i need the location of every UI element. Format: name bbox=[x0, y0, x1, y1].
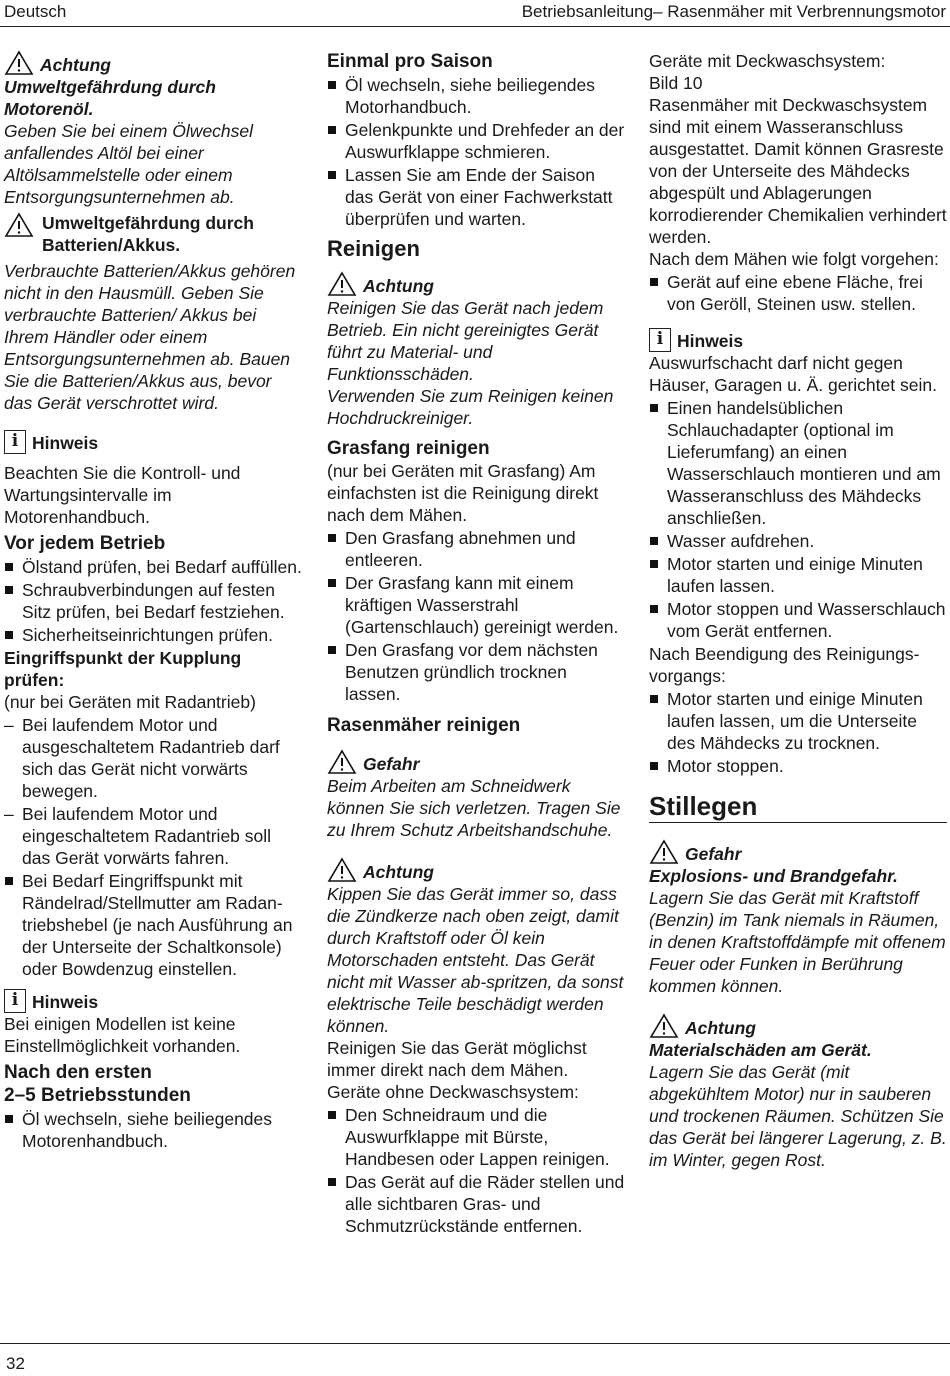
list-item: Motor stoppen und Wasserschlauch vom Gerät entfernen. bbox=[649, 598, 947, 642]
list-item: Wasser aufdrehen. bbox=[649, 530, 947, 552]
page-footer bbox=[0, 1343, 950, 1373]
list-item: Gerät auf eine ebene Fläche, frei von Geröll, Steinen usw. stellen. bbox=[649, 271, 947, 315]
header-language: Deutsch bbox=[4, 2, 67, 21]
mit-deck-text-3: Nach Beendigung des Reinigungs-vorgangs: bbox=[649, 644, 920, 686]
hinweis-3-text: Auswurfschacht darf nicht gegen Häuser, Garagen u. Ä. gerichtet sein. bbox=[649, 353, 937, 395]
reinigen-achtung-label: Achtung bbox=[327, 271, 627, 297]
warning-triangle-icon bbox=[649, 839, 679, 865]
list-item: Motor starten und einige Minuten laufen lassen. bbox=[649, 553, 947, 597]
ohne-deck-heading: Geräte ohne Deckwaschsystem: bbox=[327, 1082, 579, 1102]
figure-ref: Bild 10 bbox=[649, 73, 703, 93]
stillegen-heading: Stillegen bbox=[649, 790, 947, 823]
column-2 bbox=[327, 50, 627, 1238]
page-number: 32 bbox=[6, 1354, 25, 1373]
list-item: Öl wechseln, siehe beiliegendes Motorhandbuch. bbox=[327, 74, 627, 118]
info-icon: i bbox=[649, 328, 671, 352]
info-icon: i bbox=[4, 430, 26, 454]
kupplung-list bbox=[4, 870, 304, 980]
kupplung-heading: Eingriffspunkt der Kupplung prüfen: bbox=[4, 648, 242, 690]
hinweis-2-text: Bei einigen Modellen ist keine Einstellmöglichkeit vorhanden. bbox=[4, 1014, 241, 1056]
list-item: Motor stoppen. bbox=[649, 755, 947, 777]
list-item: Den Grasfang abnehmen und entleeren. bbox=[327, 527, 627, 571]
battery-warning-text: Verbrauchte Batterien/Akkus gehören nicht in den Hausmüll. Geben Sie verbrauchte Batterien/ Akkus bei Ihrem Händler oder einem Entsorgungsunternehmen ab. Bauen Sie die Batterien/Akkus aus, bevor das Gerät verschrottet wird. bbox=[4, 261, 296, 413]
battery-warning bbox=[4, 212, 304, 256]
warning-triangle-icon bbox=[327, 271, 357, 297]
list-item: Einen handelsüblichen Schlauchadapter (optional im Lieferumfang) an einen Wasserschlauch montieren und am Wasseranschluss des Mähdecks anschließen. bbox=[649, 397, 947, 529]
header-title: Betriebsanleitung– Rasenmäher mit Verbrennungsmotor bbox=[521, 2, 946, 21]
stillegen-achtung-label: Achtung bbox=[649, 1013, 947, 1039]
list-item: Lassen Sie am Ende der Saison das Gerät von einer Fachwerkstatt überprüfen und warten. bbox=[327, 164, 627, 230]
reinigen-achtung-text-2: Verwenden Sie zum Reinigen keinen Hochdruckreiniger. bbox=[327, 386, 614, 428]
nach-ersten-heading-2: 2–5 Betriebsstunden bbox=[4, 1085, 191, 1106]
warning-triangle-icon bbox=[4, 212, 34, 238]
mit-deck-list-2 bbox=[649, 397, 947, 642]
achtung-oil-text: Geben Sie bei einem Ölwechsel anfallendes Altöl bei einer Altölsammelstelle oder einem Entsorgungsunternehmen ab. bbox=[4, 121, 254, 207]
saison-heading: Einmal pro Saison bbox=[327, 51, 493, 72]
grasfang-list bbox=[327, 527, 627, 705]
list-item: Das Gerät auf die Räder stellen und alle sichtbaren Gras- und Schmutzrückstände entfernen. bbox=[327, 1171, 627, 1237]
battery-warning-heading: Umweltgefährdung durch Batterien/Akkus. bbox=[42, 213, 254, 255]
rasenmaeher-heading: Rasenmäher reinigen bbox=[327, 715, 521, 736]
achtung-oil-heading: Umweltgefährdung durch Motorenöl. bbox=[4, 77, 216, 119]
gefahr-label: Gefahr bbox=[327, 749, 627, 775]
mit-deck-heading: Geräte mit Deckwaschsystem: bbox=[649, 51, 886, 71]
ohne-deck-list bbox=[327, 1104, 627, 1237]
column-1 bbox=[4, 50, 304, 1153]
list-item: Bei Bedarf Eingriffspunkt mit Rändelrad/Stellmutter am Radan-triebshebel (je nach Ausführung an der Unterseite der Schaltkonsole) oder Bowdenzug einstellen. bbox=[4, 870, 304, 980]
list-item: Den Schneidraum und die Auswurfklappe mit Bürste, Handbesen oder Lappen reinigen. bbox=[327, 1104, 627, 1170]
info-icon: i bbox=[4, 989, 26, 1013]
list-item: Der Grasfang kann mit einem kräftigen Wasserstrahl (Gartenschlauch) gereinigt werden. bbox=[327, 572, 627, 638]
grasfang-heading: Grasfang reinigen bbox=[327, 438, 490, 459]
nach-ersten-list bbox=[4, 1108, 304, 1152]
warning-triangle-icon bbox=[327, 857, 357, 883]
stillegen-achtung-heading: Materialschäden am Gerät. bbox=[649, 1040, 872, 1060]
mit-deck-text: Rasenmäher mit Deckwaschsystem sind mit einem Wasseranschluss ausgestattet. Damit können Grasreste von der Unterseite des Mähdecks abgespült und Ablagerungen korrodierender Chemikalien verhindert werden. bbox=[649, 95, 947, 247]
list-item: Den Grasfang vor dem nächsten Benutzen gründlich trocknen lassen. bbox=[327, 639, 627, 705]
page-header bbox=[0, 0, 950, 27]
column-3 bbox=[649, 50, 947, 1171]
list-item: Gelenkpunkte und Drehfeder an der Auswurfklappe schmieren. bbox=[327, 119, 627, 163]
list-item: – Bei laufendem Motor und eingeschaltetem Radantrieb soll das Gerät vorwärts fahren. bbox=[4, 803, 304, 869]
list-item: Motor starten und einige Minuten laufen lassen, um die Unterseite des Mähdecks zu trocknen. bbox=[649, 688, 947, 754]
reinigen-heading: Reinigen bbox=[327, 236, 420, 261]
list-item: Ölstand prüfen, bei Bedarf auffüllen. bbox=[4, 556, 304, 578]
mit-deck-text-2: Nach dem Mähen wie folgt vorgehen: bbox=[649, 249, 939, 269]
list-item: Sicherheitseinrichtungen prüfen. bbox=[4, 624, 304, 646]
stillegen-gefahr-label: Gefahr bbox=[649, 839, 947, 865]
stillegen-gefahr-text: Lagern Sie das Gerät mit Kraftstoff (Benzin) im Tank niemals in Räumen, in denen Kraftstoffdämpfe mit offenem Feuer oder Funken in Berührung kommen können. bbox=[649, 888, 946, 996]
list-item: Öl wechseln, siehe beiliegendes Motorenhandbuch. bbox=[4, 1108, 304, 1152]
achtung-oil-label: Achtung bbox=[4, 50, 304, 76]
vor-jedem-betrieb-heading: Vor jedem Betrieb bbox=[4, 533, 166, 554]
saison-list bbox=[327, 74, 627, 230]
warning-triangle-icon bbox=[327, 749, 357, 775]
rasenmaeher-text: Reinigen Sie das Gerät möglichst immer direkt nach dem Mähen. bbox=[327, 1038, 587, 1080]
hinweis-3-label: i Hinweis bbox=[649, 328, 947, 352]
kupplung-note: (nur bei Geräten mit Radantrieb) bbox=[4, 692, 256, 712]
warning-triangle-icon bbox=[4, 50, 34, 76]
vor-jedem-betrieb-list bbox=[4, 556, 304, 646]
stillegen-achtung-text: Lagern Sie das Gerät (mit abgekühltem Motor) nur in sauberen und trockenen Räumen. Schützen Sie das Gerät bei längerer Lagerung, z. B. im Winter, gegen Rost. bbox=[649, 1062, 947, 1170]
mit-deck-list-1 bbox=[649, 271, 947, 315]
grasfang-intro: (nur bei Geräten mit Grasfang) Am einfachsten ist die Reinigung direkt nach dem Mähen. bbox=[327, 461, 599, 525]
achtung-kippen-label: Achtung bbox=[327, 857, 627, 883]
mit-deck-list-3 bbox=[649, 688, 947, 777]
achtung-kippen-text: Kippen Sie das Gerät immer so, dass die Zündkerze nach oben zeigt, damit durch Kraftstoff oder Öl kein Motorschaden entsteht. Das Gerät nicht mit Wasser ab-spritzen, da sonst elektrische Teile beschädigt werden können. bbox=[327, 884, 624, 1036]
gefahr-text: Beim Arbeiten am Schneidwerk können Sie sich verletzen. Tragen Sie zu Ihrem Schutz Arbeitshandschuhe. bbox=[327, 776, 621, 840]
reinigen-achtung-text: Reinigen Sie das Gerät nach jedem Betrieb. Ein nicht gereinigtes Gerät führt zu Material- und Funktionsschäden. bbox=[327, 298, 604, 384]
stillegen-gefahr-heading: Explosions- und Brandgefahr. bbox=[649, 866, 898, 886]
list-item: Schraubverbindungen auf festen Sitz prüfen, bei Bedarf festziehen. bbox=[4, 579, 304, 623]
hinweis-2-label: i Hinweis bbox=[4, 989, 304, 1013]
warning-triangle-icon bbox=[649, 1013, 679, 1039]
list-item: – Bei laufendem Motor und ausgeschaltetem Radantrieb darf sich das Gerät nicht vorwärts bewegen. bbox=[4, 714, 304, 802]
hinweis-1-text: Beachten Sie die Kontroll- und Wartungsintervalle im Motorenhandbuch. bbox=[4, 463, 241, 527]
kupplung-dash-list bbox=[4, 714, 304, 869]
hinweis-1-label: i Hinweis bbox=[4, 430, 304, 454]
nach-ersten-heading-1: Nach den ersten bbox=[4, 1062, 152, 1083]
